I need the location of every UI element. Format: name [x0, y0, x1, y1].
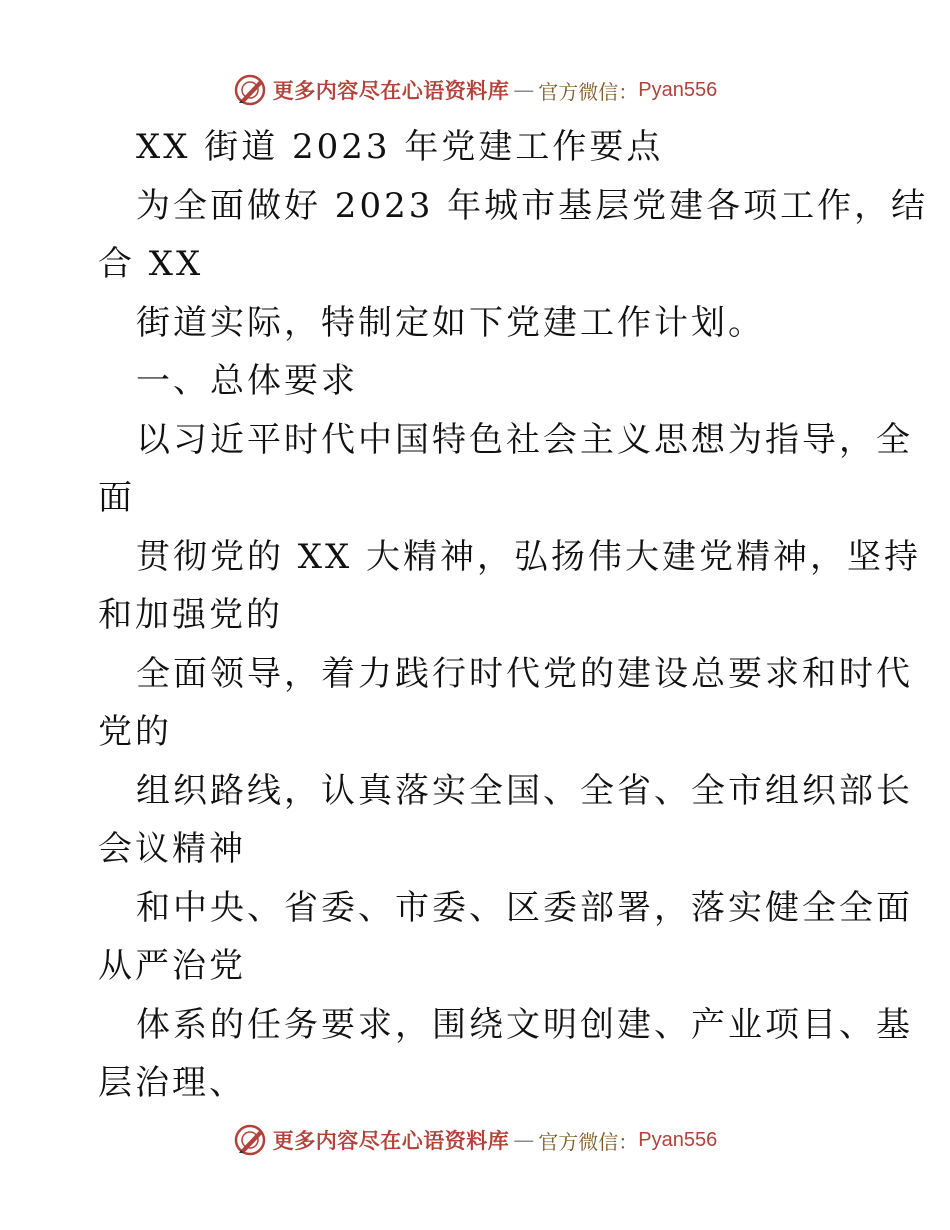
text-line: 会议精神	[98, 829, 246, 869]
watermark-label: 官方微信：	[538, 79, 639, 104]
text-line: 为全面做好 2023 年城市基层党建各项工作，结	[136, 185, 929, 226]
text-line: 街道实际，特制定如下党建工作计划。	[136, 302, 765, 343]
text-line: 层治理、	[98, 1063, 246, 1103]
text-line: 从严治党	[98, 946, 246, 986]
watermark-id: Pyan556	[638, 1128, 718, 1151]
document-title: XX 街道 2023 年党建工作要点	[136, 127, 664, 167]
watermark-separator: —	[513, 78, 535, 102]
section-heading: 一、总体要求	[136, 361, 358, 401]
text-line: 体系的任务要求，围绕文明创建、产业项目、基	[136, 1004, 913, 1045]
text-line: 党的	[98, 712, 172, 752]
text-line: 和中央、省委、市委、区委部署，落实健全全面	[136, 887, 913, 928]
watermark-banner-top	[0, 70, 950, 110]
text-line: 面	[98, 478, 135, 518]
text-line: 以习近平时代中国特色社会主义思想为指导，全	[136, 419, 913, 460]
watermark-separator: —	[513, 1128, 535, 1152]
text-line: 全面领导，着力践行时代党的建设总要求和时代	[136, 653, 913, 694]
watermark-text: 更多内容尽在心语资料库	[272, 1129, 510, 1153]
text-line: 组织路线，认真落实全国、全省、全市组织部长	[136, 770, 913, 811]
watermark-id: Pyan556	[638, 78, 718, 101]
watermark-banner-bottom	[0, 1120, 950, 1160]
document-body	[98, 118, 929, 1113]
text-line: 和加强党的	[98, 595, 283, 635]
text-line: 合 XX	[98, 244, 204, 284]
pen-logo-icon	[233, 1123, 267, 1157]
text-line: 贯彻党的 XX 大精神，弘扬伟大建党精神，坚持	[136, 536, 922, 577]
watermark-label: 官方微信：	[538, 1129, 639, 1154]
watermark-text: 更多内容尽在心语资料库	[272, 79, 510, 103]
pen-logo-icon	[233, 73, 267, 107]
